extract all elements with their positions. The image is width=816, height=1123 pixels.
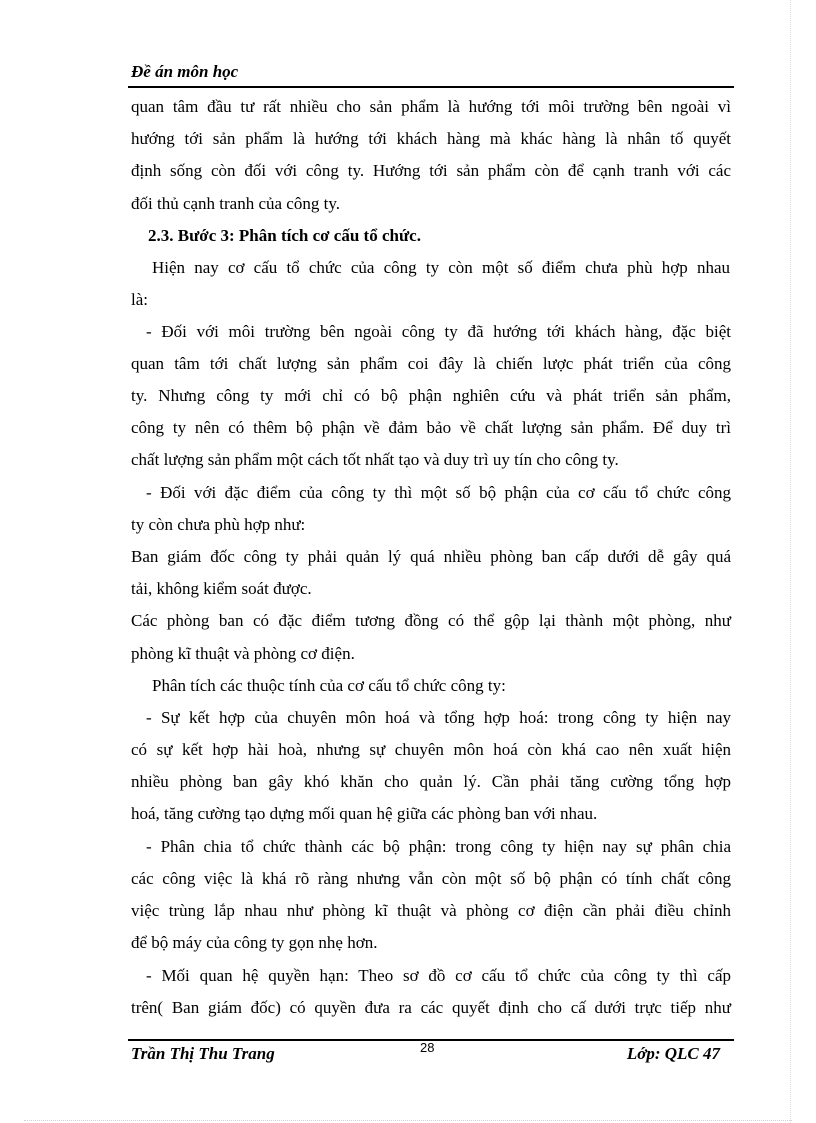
body-line: - Mối quan hệ quyền hạn: Theo sơ đồ cơ cấu tổ chức của công ty thì cấp: [146, 966, 731, 985]
body-line: quan tâm tới chất lượng sản phẩm coi đây là chiến lược phát triển của công: [131, 354, 731, 373]
body-line: định sống còn đối với công ty. Hướng tới sản phẩm còn để cạnh tranh với các: [131, 161, 731, 180]
section-heading: 2.3. Bước 3: Phân tích cơ cấu tổ chức.: [148, 226, 421, 245]
body-line: Các phòng ban có đặc điểm tương đồng có thể gộp lại thành một phòng, như: [131, 611, 731, 630]
body-line: tải, không kiểm soát được.: [131, 579, 312, 598]
body-line: phòng kĩ thuật và phòng cơ điện.: [131, 644, 355, 663]
body-line: Hiện nay cơ cấu tổ chức của công ty còn một số điểm chưa phù hợp nhau: [152, 258, 730, 277]
body-line: hướng tới sản phẩm là hướng tới khách hàng mà khác hàng là nhân tố quyết: [131, 129, 731, 148]
page-edge-right: [790, 0, 791, 1123]
footer-author: Trần Thị Thu Trang: [131, 1044, 275, 1063]
body-line: - Đối với môi trường bên ngoài công ty đã hướng tới khách hàng, đặc biệt: [146, 322, 731, 341]
body-line: các công việc là khá rõ ràng nhưng vẫn còn một số bộ phận có tính chất công: [131, 869, 731, 888]
body-line: để bộ máy của công ty gọn nhẹ hơn.: [131, 933, 378, 952]
body-line: đối thủ cạnh tranh của công ty.: [131, 194, 340, 213]
body-line: chất lượng sản phẩm một cách tốt nhất tạo và duy trì uy tín cho công ty.: [131, 450, 619, 469]
body-line: có sự kết hợp hài hoà, nhưng sự chuyên môn hoá còn khá cao nên xuất hiện: [131, 740, 731, 759]
body-line: việc trùng lắp nhau như phòng kĩ thuật và phòng cơ điện cần phải điều chỉnh: [131, 901, 731, 920]
body-line: ty còn chưa phù hợp như:: [131, 515, 306, 534]
body-line: quan tâm đầu tư rất nhiều cho sản phẩm là hướng tới môi trường bên ngoài vì: [131, 97, 731, 116]
body-line: hoá, tăng cường tạo dựng mối quan hệ giữa các phòng ban với nhau.: [131, 804, 598, 823]
body-line: là:: [131, 290, 148, 309]
footer-class: Lớp: QLC 47: [626, 1044, 720, 1063]
header-title: Đề án môn học: [131, 62, 239, 81]
body-line: nhiều phòng ban gây khó khăn cho quản lý. Cần phải tăng cường tổng hợp: [131, 772, 731, 791]
body-line: ty. Nhưng công ty mới chỉ có bộ phận nghiên cứu và phát triển sản phẩm,: [131, 386, 731, 405]
body-line: - Đối với đặc điểm của công ty thì một số bộ phận của cơ cấu tổ chức công: [146, 483, 731, 502]
body-line: - Sự kết hợp của chuyên môn hoá và tổng hợp hoá: trong công ty hiện nay: [146, 708, 731, 727]
body-line: trên( Ban giám đốc) có quyền đưa ra các quyết định cho cấ dưới trực tiếp như: [131, 998, 731, 1017]
body-line: Phân tích các thuộc tính của cơ cấu tổ chức công ty:: [152, 676, 506, 695]
body-line: - Phân chia tổ chức thành các bộ phận: trong công ty hiện nay sự phân chia: [146, 837, 731, 856]
body-line: Ban giám đốc công ty phải quản lý quá nhiều phòng ban cấp dưới dễ gây quá: [131, 547, 731, 566]
header-rule: [128, 86, 734, 88]
body-line: công ty nên có thêm bộ phận về đảm bảo về chất lượng sản phẩm. Để duy trì: [131, 418, 731, 437]
page-edge-bottom: [24, 1120, 792, 1121]
page-number: 28: [420, 1040, 435, 1055]
